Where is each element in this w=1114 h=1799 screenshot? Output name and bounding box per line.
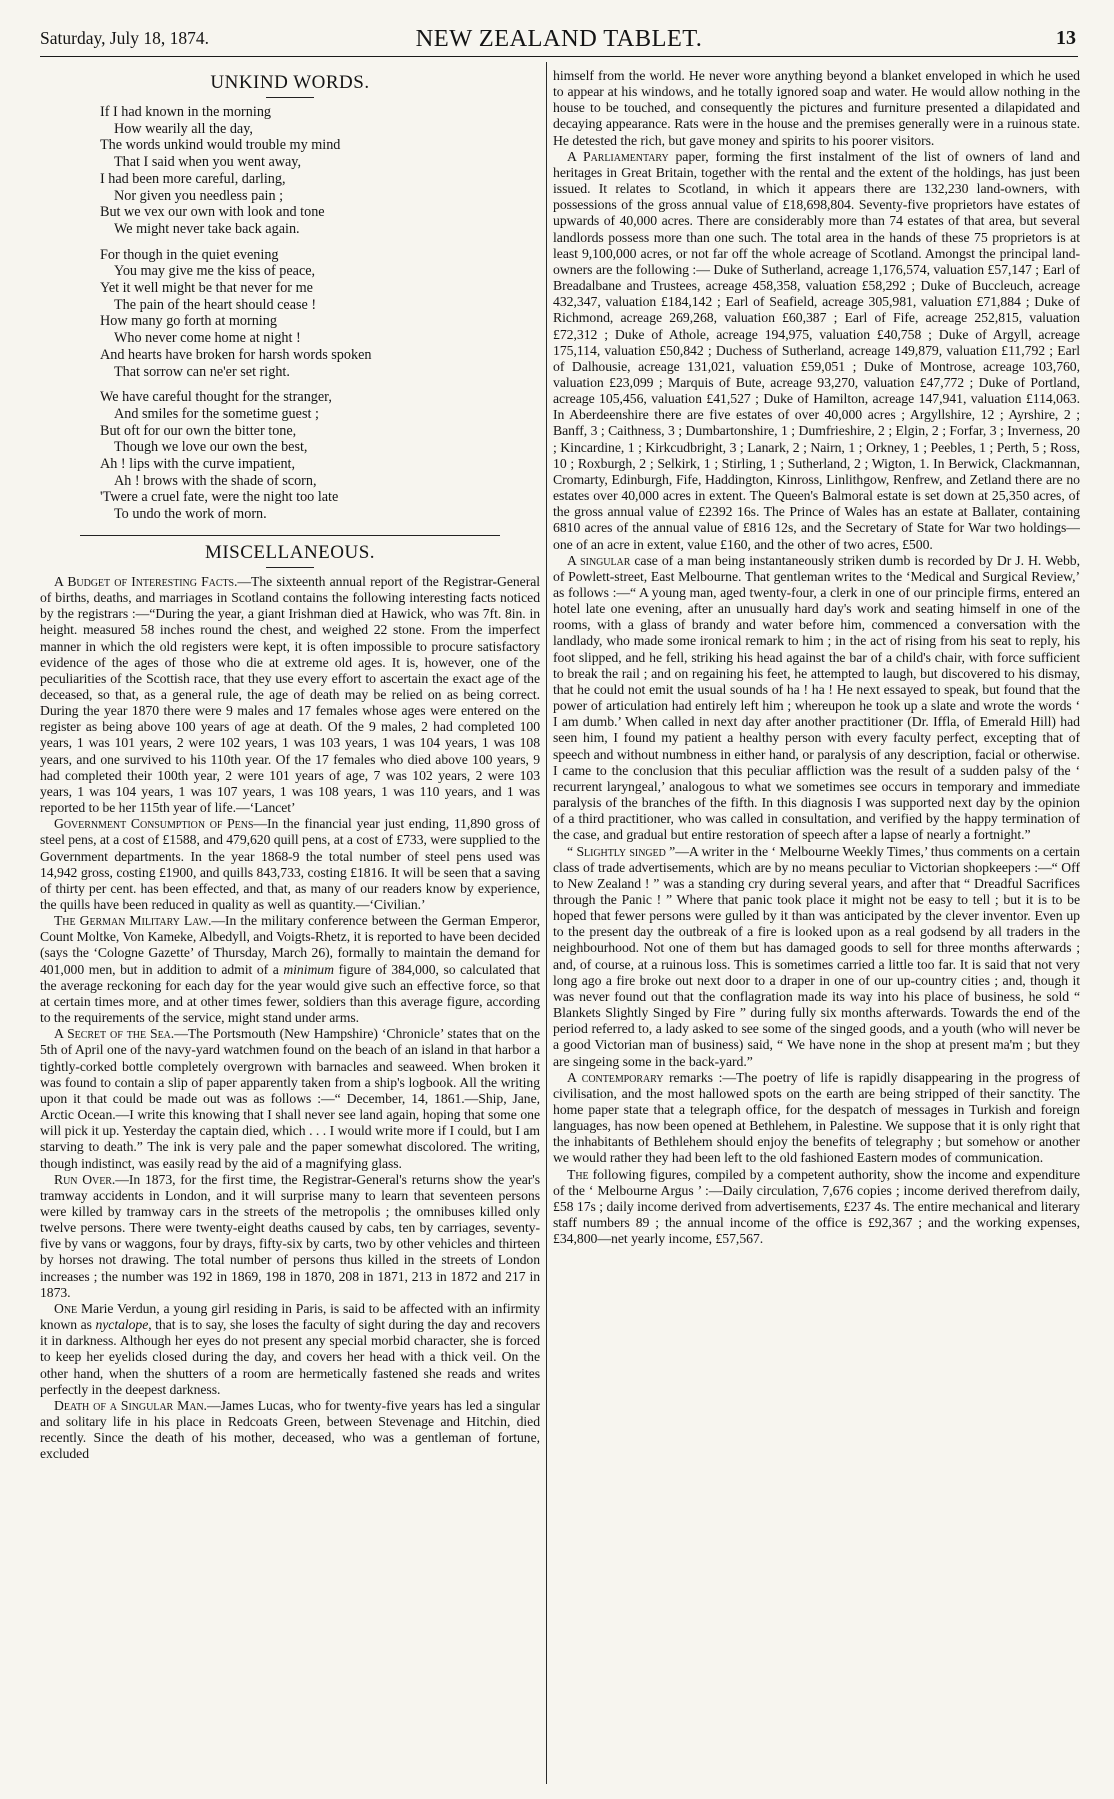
article-lead: The German Military Law. [54, 913, 212, 929]
poem-title: UNKIND WORDS. [210, 72, 370, 93]
article-paragraph [553, 553, 1080, 844]
page-header [40, 22, 1078, 57]
poem-body [100, 104, 540, 523]
poem-line: I had been more careful, darling, [100, 170, 286, 187]
poem-line: Nor given you needless pain ; [114, 187, 284, 204]
misc-right-articles [553, 68, 1080, 1247]
article-lead: A Budget of Interesting Facts. [54, 573, 238, 589]
poem-line: Ah ! lips with the curve impatient, [100, 456, 296, 473]
article-text: Marie Verdun, a young girl residing in Paris, is said to be affected with an infirmity known as [40, 1300, 540, 1333]
article-lead: Death of a Singular Man. [54, 1397, 207, 1413]
article-lead: Government Consumption of Pens [54, 816, 254, 832]
article-text: figure of 384,000, so calculated that the average reckoning for each day for the year would give such an effective force, so that at certain times more, and at other times fewer, soldiers than this average figure, according to the requirements of the service, might stand under arms. [40, 961, 540, 1026]
article-lead: A Parliamentary [567, 148, 669, 164]
poem-line: Who never come home at night ! [114, 330, 301, 347]
poem-line: Ah ! brows with the shade of scorn, [114, 472, 317, 489]
article-text: —James Lucas, who for twenty-five years has led a singular and solitary life in his place in Redcoats Green, between Stevenage and Hitchin, died recently. Since the death of his mother, deceased, who was a gentleman of fortune, excluded [40, 1397, 540, 1462]
article-lead: A Secret of the Sea. [54, 1026, 175, 1042]
article-paragraph [40, 1398, 540, 1463]
article-text: —The sixteenth annual report of the Registrar-General of births, deaths, and marriages in Scotland contains the following interesting facts noticed by the registrars :—“During the year, a giant Irishman died at Hawick, who was 7ft. 8in. in height. measured 58 inches round the chest, and weighed 22 stone. From the imperfect manner in which the old registers were kept, it is often impossible to procure satisfactory evidence of the ages of those who die at extreme old ages. It is, however, one of the peculiarities of the Scottish race, that they use every effort to ascertain the exact age of the deceased, so that, as a general rule, the age of death may be relied on as being correct. During the year 1870 there were 9 males and 17 females whose ages were entered on the register as being above 100 years of age at death. Of the 9 males, 2 had completed 100 years, 1 was 101 years, 2 were 102 years, 1 was 103 years, 1 was 104 years, 1 was 108 years, and one survived to his 110th year. Of the 17 females who died above 100 years, 9 had completed their 100th year, 2 were 101 years of age, 7 was 102 years, 2 were 103 years, 1 was 104 years, 1 was 107 years, 1 was 108 years, 1 was 110 years, and 1 was reported to be her 115th year of life.—‘Lancet’ [40, 573, 540, 816]
poem-line: 'Twere a cruel fate, were the night too late [100, 489, 339, 506]
issue-date: Saturday, July 18, 1874. [40, 28, 209, 48]
poem-line: The words unkind would trouble my mind [100, 137, 341, 154]
right-column [553, 68, 1080, 1790]
section-rule [80, 535, 500, 536]
article-paragraph [40, 1301, 540, 1398]
article-text: , that is to say, she loses the faculty of sight during the day and recovers it in darkness. Although her eyes do not present any special morbid character, she is forced to keep her eyelids closed during the day, and covers her head with a thick veil. On the other hand, when the shutters of a room are hermetically fastened she reads and writes perfectly in the deepest darkness. [40, 1317, 540, 1397]
article-paragraph [40, 1172, 540, 1301]
article-text: following figures, compiled by a competent authority, show the income and expenditure of the ‘ Melbourne Argus ’ :—Daily circulation, 7,676 copies ; income derived therefrom daily, £58 17s ; daily income derived from advertisements, £237 4s. The entire mechanical and literary staff numbers 89 ; the annual income of the office is £92,367 ; and the working expenses, £34,800—net yearly income, £57,567. [553, 1166, 1080, 1247]
poem-line: But we vex our own with look and tone [100, 204, 325, 221]
title-rule [266, 97, 314, 98]
article-lead: Run Over. [54, 1171, 116, 1187]
poem-line: And smiles for the sometime guest ; [114, 405, 319, 422]
poem-line: To undo the work of morn. [114, 506, 267, 523]
article-paragraph [553, 149, 1080, 553]
poem-line: You may give me the kiss of peace, [114, 263, 316, 280]
poem-line: Though we love our own the best, [114, 439, 308, 456]
article-text: remarks :—The poetry of life is rapidly disappearing in the progress of civilisation, and the most hallowed spots on the earth are being stripped of their sanctity. The home paper state that a telegraph office, for the despatch of messages in Turkish and foreign languages, has now been opened at Bethlehem, in Palestine. We suppose that it is only right that the inhabitants of Bethlehem should enjoy the benefits of telegraphy ; but somehow or another we would rather they had been left to the old fashioned Eastern modes of communication. [553, 1069, 1080, 1166]
column-divider [546, 62, 547, 1784]
article-paragraph [553, 1167, 1080, 1248]
masthead-title: NEW ZEALAND TABLET. [415, 25, 703, 52]
poem-stanza [100, 389, 540, 523]
left-column [40, 68, 540, 1790]
poem-line: But oft for our own the bitter tone, [100, 422, 297, 439]
misc-left-articles [40, 574, 540, 1463]
poem-line: Yet it well might be that never for me [100, 280, 313, 297]
poem-line: For though in the quiet evening [100, 246, 279, 263]
article-text: —In the military conference between the German Emperor, Count Moltke, Von Kameke, Albedyll, and Voigts-Rhetz, it is reported to have been decided (says the ‘Cologne Gazette’ of Thursday, March 26), formally to maintain the demand for 401,000 men, but in addition to admit of a [40, 913, 540, 977]
article-emphasis: nyctalope [95, 1317, 149, 1333]
article-lead: The [567, 1166, 589, 1182]
article-text: —In 1873, for the first time, the Registrar-General's returns show the year's tramway accidents in London, and it will surprise many to learn that seventeen persons were killed by tramway cars in the streets of the metropolis ; the omnibuses killed only twelve persons. There were twenty-eight deaths caused by cabs, ten by carriages, seventy-five by vans or waggons, four by drays, fifty-six by carts, two by other vehicles and thirteen by horses not drawing. The total number of persons thus killed in the streets of London increases ; the number was 192 in 1869, 198 in 1870, 208 in 1871, 213 in 1872 and 217 in 1873. [40, 1171, 540, 1300]
article-text: paper, forming the first instalment of the list of owners of land and heritages in Great Britain, together with the rental and the extent of the holdings, has just been issued. It relates to Scotland, in which it appears there are 132,230 land-owners, with possessions of the gross annual value of £18,698,804. Seventy-five proprietors have estates of upwards of 40,000 acres. There are considerably more than 74 estates of that area, but several landlords possess more than one such. The total area in the hands of these 75 proprietors is at least 9,100,000 acres, or not far off the whole acreage of Scotland. Amongst the principal land-owners are the following :— Duke of Sutherland, acreage 1,176,574, valuation £57,147 ; Earl of Breadalbane and Trustees, acreage 458,358, valuation £58,292 ; Duke of Buccleuch, acreage 432,347, valuation £184,142 ; Earl of Seafield, acreage 305,981, valuation £71,884 ; Duke of Richmond, acreage 269,268, valuation £60,387 ; Earl of Fife, acreage 252,815, valuation £72,312 ; Duke of Athole, acreage 194,975, valuation £40,758 ; Duke of Argyll, acreage 175,114, valuation £50,842 ; Duchess of Sutherland, acreage 149,879, valuation £11,792 ; Earl of Dalhousie, acreage 131,021, valuation £59,051 ; Duke of Montrose, acreage 103,760, valuation £23,099 ; Marquis of Bute, acreage 93,270, valuation £47,772 ; Duke of Portland, acreage 105,456, valuation £41,527 ; Duke of Hamilton, acreage 147,941, valuation £114,063. In Aberdeenshire there are five estates of over 40,000 acres ; Argyllshire, 12 ; Ayrshire, 2 ; Banff, 3 ; Caithness, 3 ; Dumbartonshire, 1 ; Dumfrieshire, 2 ; Elgin, 2 ; Forfar, 3 ; Inverness, 20 ; Kincardine, 1 ; Kirkcudbright, 3 ; Lanark, 2 ; Nairn, 1 ; Orkney, 1 ; Peebles, 1 ; Perth, 5 ; Ross, 10 ; Roxburgh, 2 ; Selkirk, 1 ; Stirling, 1 ; Sutherland, 2 ; Wigton, 1. In Berwick, Clackmannan, Cromarty, Edinburgh, Fife, Haddington, Kinross, Linlithgow, Renfrew, and Zetland there are no estates over 40,000 acres in extent. The Queen's Balmoral estate is set down at 25,350 acres, of the gross annual value of £2392 16s. The Prince of Wales has an estate at Ballater, containing 6810 acres of the annual value of £816 12s, and the Secretary of State for War two holdings—one of an acre in extent, value £160, and the other of two acres, £500. [553, 148, 1080, 552]
misc-title: MISCELLANEOUS. [204, 541, 376, 563]
article-text: —In the financial year just ending, 11,890 gross of steel pens, at a cost of £1588, and 479,620 quill pens, at a cost of £733, were supplied to the Government departments. In the year 1868-9 the total number of steel pens used was 14,942 gross, costing £1900, and quills 843,733, costing £1816. It will be seen that a saving of thirty per cent. has been effected, and that, as many of our readers know by experience, the quills have been reduced in quality as well as quantity.—‘Civilian.’ [40, 816, 540, 912]
article-paragraph [553, 1070, 1080, 1167]
article-paragraph [40, 816, 540, 913]
article-emphasis: minimum [283, 961, 334, 977]
poem-stanza [100, 247, 540, 381]
page-number: 13 [1056, 27, 1076, 49]
article-text: case of a man being instantaneously striken dumb is recorded by Dr J. H. Webb, of Powlett-street, East Melbourne. That gentleman writes to the ‘Medical and Surgical Review,’ as follows :—“ A young man, aged twenty-four, a clerk in one of our principle firms, entered an hotel late one evening, after an unusually hard day's work and seating himself in one of the rooms, with a glass of brandy and water before him, commenced a conversation with the landlady, who made some ironical remark to him ; in the act of rising from his seat to reply, his foot slipped, and he fell, striking his head against the bar of a child's chair, with force sufficient to break the rail ; and on regaining his feet, he attempted to laugh, but discovered to his dismay, that he could not emit the usual sounds of ha ! ha ! He next essayed to speak, but found that the power of articulation had entirely left him ; whereupon he took up a slate and wrote the words ‘ I am dumb.’ When called in next day after another practitioner (Dr. Iffla, of Emerald Hill) had seen him, I found my patient a healthy person with every faculty perfect, excepting that of speech and without numbness in either hand, or paralysis of any description, facial or otherwise. I came to the conclusion that this peculiar affliction was the result of a sudden palsy of the ‘ recurrent laryngeal,’ analogous to what we sometimes see occurs in temporary and immediate paralysis of the branches of the fifth. In this diagnosis I was supported next day by the opinion of a third practitioner, who was called in consultation, and verified by the happy termination of the case, and gradual but entire restoration of speech after a lapse of nearly a fortnight.” [553, 552, 1080, 843]
poem-line: And hearts have broken for harsh words spoken [100, 346, 372, 363]
article-text: himself from the world. He never wore anything beyond a blanket enveloped in which he used to appear at his windows, and he totally ignored soap and water. He would allow nothing in the house to be touched, and consequently the pictures and furniture presented a dilapidated and decaying appearance. Rats were in the house and the premises generally were in a ruinous state. He detested the rich, but gave money and spirits to his poorer visitors. [553, 68, 1080, 148]
article-paragraph [553, 844, 1080, 1070]
poem-line: If I had known in the morning [100, 104, 272, 120]
poem-stanza [100, 104, 540, 238]
poem-line: The pain of the heart should cease ! [114, 296, 317, 313]
article-lead: A singular [567, 552, 631, 568]
article-paragraph [40, 574, 540, 816]
article-paragraph [40, 913, 540, 1026]
poem-line: We might never take back again. [114, 220, 300, 237]
poem-line: How many go forth at morning [100, 313, 277, 330]
article-text: —The Portsmouth (New Hampshire) ‘Chronicle’ states that on the 5th of April one of the navy-yard watchmen found on the beach of an island in that harbor a tightly-corked bottle completely overgrown with barnacles and seaweed. When broken it was found to contain a slip of paper apparently taken from a ship's logbook. All the writing upon it that could be made out was as follows :—“ December, 14, 1861.—Ship, Jane, Arctic Ocean.—I write this knowing that I shall never see land again, hoping that some one will pick it up. Yesterday the captain died, which . . . I would write more if I could, but I am starving to death.” The ink is very pale and the paper somewhat discolored. The writing, though indistinct, was easily read by the aid of a magnifying glass. [40, 1026, 540, 1171]
article-lead: A contemporary [567, 1069, 664, 1085]
poem-line: We have careful thought for the stranger, [100, 389, 332, 406]
title-rule [266, 567, 314, 568]
poem-line: That I said when you went away, [114, 154, 302, 171]
article-paragraph [40, 1026, 540, 1171]
article-lead: “ Slightly singed [567, 843, 666, 859]
article-lead: One [54, 1300, 78, 1316]
article-paragraph [553, 68, 1080, 149]
poem-line: That sorrow can ne'er set right. [114, 363, 290, 380]
poem-line: How wearily all the day, [114, 120, 253, 137]
article-text: ”—A writer in the ‘ Melbourne Weekly Times,’ thus comments on a certain class of trade advertisements, which are by no means peculiar to Victorian shopkeepers :—“ Off to New Zealand ! ” was a standing cry during several years, and after that “ Dreadful Sacrifices through the Panic ! ” Where that panic took place it might not be easy to tell ; but it is to be hoped that fewer persons were gulled by it than was anticipated by the clever inventor. Even up to the present day the outbreak of a fire is looked upon as a real godsend by all traders in the neighbourhood. Not one of them but has damaged goods to sell for three months afterwards ; and, of course, at a ruinous loss. This is sometimes carried a little too far. It is said that not very long ago a fire broke out next door to a draper in one of our up-country cities ; and, though it was never found out that the conflagration made its way into his place of business, he sold “ Blankets Slightly Singed by Fire ” during fully six months afterwards. Towards the end of the period referred to, a lady asked to see some of the singed goods, and a youth (who will never be a good Victorian man of business) said, “ We have none in the shop at present ma'm ; but they are singeing some in the back-yard.” [553, 843, 1080, 1069]
